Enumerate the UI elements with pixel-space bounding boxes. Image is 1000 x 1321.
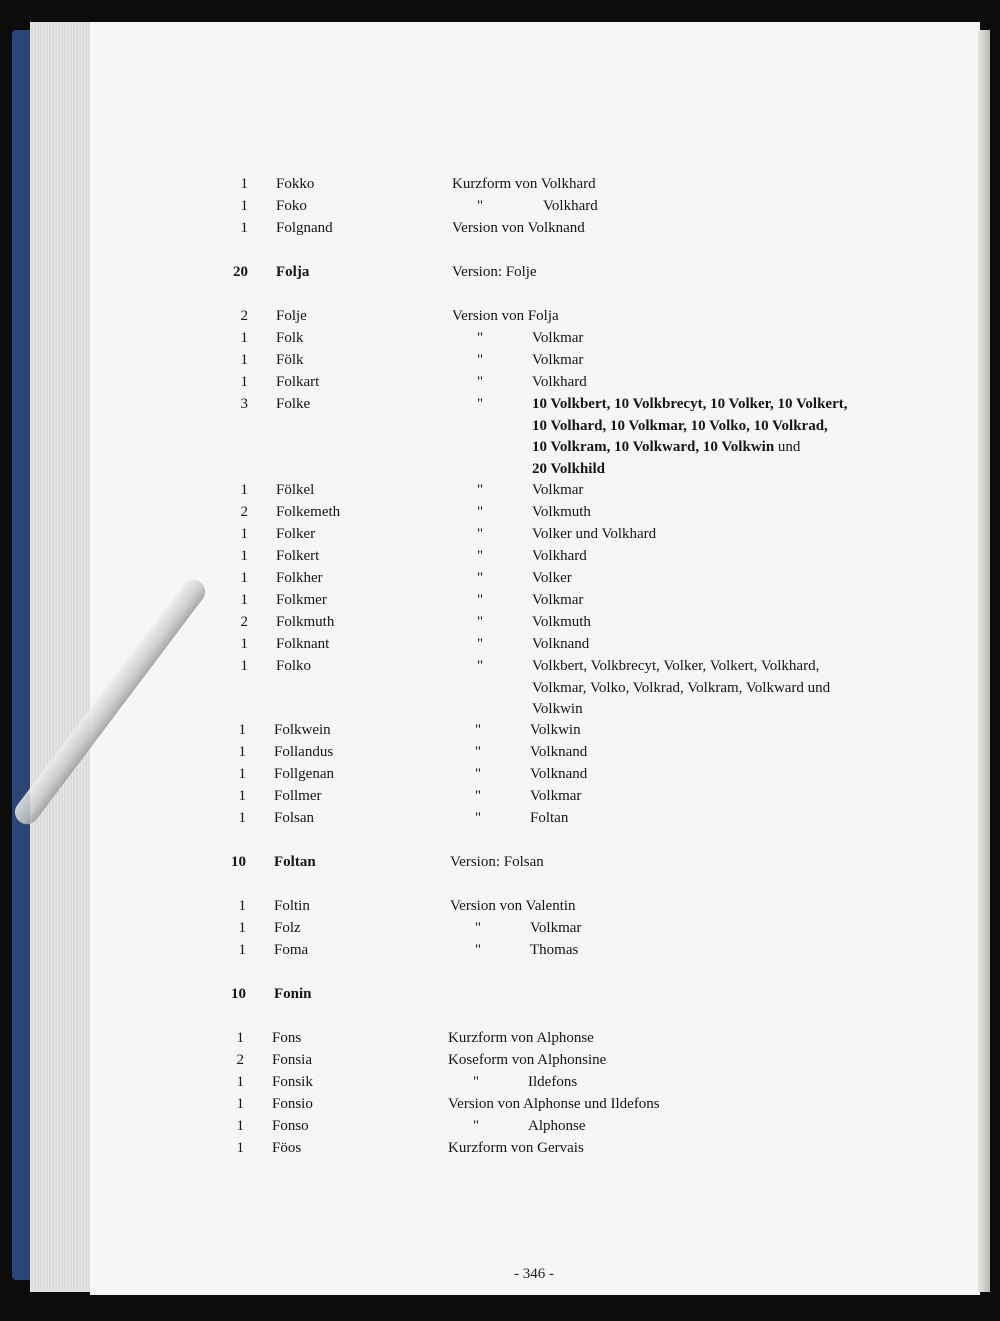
- entry-description: Koseform von Alphonsine: [448, 1052, 607, 1068]
- name-entry-row: [0, 327, 1000, 349]
- name-entry-row: [0, 1115, 1000, 1137]
- entry-description: Version von Valentin: [450, 898, 576, 914]
- entry-description: Kurzform von Volkhard: [452, 176, 596, 192]
- ditto-mark: ": [477, 636, 484, 652]
- entry-count: 10: [231, 854, 246, 870]
- name-entry-row: [0, 763, 1000, 785]
- ditto-mark: ": [477, 548, 484, 564]
- entry-description: Volker und Volkhard: [532, 526, 657, 542]
- entry-description: Version von Alphonse und Ildefons: [448, 1096, 660, 1112]
- entry-name: Folsan: [274, 810, 315, 826]
- entry-name: Folgnand: [276, 220, 333, 236]
- entry-name: Folko: [276, 658, 312, 674]
- ditto-mark: ": [475, 788, 482, 804]
- entry-description-line: 10 Volkram, 10 Volkward, 10 Volkwin und: [532, 439, 801, 455]
- entry-count: 2: [240, 614, 248, 630]
- entry-description: Volkmar: [530, 920, 582, 936]
- name-entry-row: [0, 479, 1000, 501]
- entry-count: 1: [240, 482, 248, 498]
- entry-description: Kurzform von Gervais: [448, 1140, 584, 1156]
- entry-count: 1: [238, 788, 246, 804]
- entry-count: 3: [240, 396, 248, 412]
- entry-name: Follmer: [274, 788, 322, 804]
- entry-name: Fonsia: [272, 1052, 313, 1068]
- ditto-mark: ": [477, 352, 484, 368]
- entry-name: Folke: [276, 396, 311, 412]
- ditto-mark: ": [477, 658, 484, 674]
- entry-count: 1: [238, 942, 246, 958]
- entry-name: Folkmer: [276, 592, 327, 608]
- entry-description-line: Volkbert, Volkbrecyt, Volker, Volkert, Volkhard,: [532, 658, 820, 674]
- entry-count: 1: [240, 636, 248, 652]
- entry-description: Volkhard: [532, 548, 587, 564]
- entry-name: Fölkel: [276, 482, 315, 498]
- entry-count: 1: [240, 548, 248, 564]
- entry-description: Kurzform von Alphonse: [448, 1030, 594, 1046]
- entry-description-line: 20 Volkhild: [532, 460, 605, 477]
- entry-name: Fonsik: [272, 1074, 313, 1090]
- ditto-mark: ": [473, 1074, 480, 1090]
- ditto-mark: ": [477, 396, 484, 412]
- name-entry-row: [0, 719, 1000, 741]
- ditto-mark: ": [475, 942, 482, 958]
- entry-description: Version: Folsan: [450, 854, 544, 870]
- name-entry-row: [0, 939, 1000, 961]
- entry-description: Volkmar: [530, 788, 582, 804]
- entry-count: 20: [233, 264, 248, 280]
- entry-description-line: Volkmar, Volko, Volkrad, Volkram, Volkward und: [532, 679, 831, 696]
- entry-count: 1: [240, 658, 248, 674]
- name-entry-row: [0, 393, 1000, 477]
- entry-count: 1: [238, 920, 246, 936]
- entry-description: Volkmuth: [532, 614, 591, 630]
- entry-description: Version von Folja: [452, 308, 559, 324]
- ditto-mark: ": [477, 526, 484, 542]
- ditto-mark: ": [477, 198, 484, 214]
- name-entry-row: [0, 895, 1000, 917]
- entry-count: 1: [240, 526, 248, 542]
- entry-count: 1: [240, 374, 248, 390]
- entry-description: Volknand: [530, 744, 588, 760]
- entry-name: Foltin: [274, 898, 310, 914]
- name-entry-row: [0, 1071, 1000, 1093]
- name-entry-row: [0, 741, 1000, 763]
- entry-name: Folkert: [276, 548, 320, 564]
- entry-description: Foltan: [530, 810, 569, 826]
- ditto-mark: ": [475, 722, 482, 738]
- name-entry-row: [0, 217, 1000, 239]
- entry-description: Volknand: [532, 636, 590, 652]
- entry-description-line: 10 Volkbert, 10 Volkbrecyt, 10 Volker, 10 Volkert,: [532, 396, 848, 412]
- ditto-mark: ": [477, 592, 484, 608]
- entry-description: Volker: [532, 570, 572, 586]
- entry-count: 1: [240, 220, 248, 236]
- entry-description: Version von Volknand: [452, 220, 585, 236]
- name-entry-row: [0, 1137, 1000, 1159]
- entry-description-line: Volkwin: [532, 701, 583, 717]
- entry-name: Fons: [272, 1030, 302, 1046]
- entry-name: Folker: [276, 526, 316, 542]
- entry-description: Volkmar: [532, 330, 584, 346]
- name-entry-row: [0, 917, 1000, 939]
- name-entry-row: [0, 349, 1000, 371]
- entry-name: Follandus: [274, 744, 334, 760]
- entry-count: 1: [236, 1030, 244, 1046]
- entry-count: 1: [238, 810, 246, 826]
- entry-count: 2: [240, 504, 248, 520]
- name-entry-row: [0, 371, 1000, 393]
- name-entry-row: [0, 1027, 1000, 1049]
- name-entry-row: [0, 589, 1000, 611]
- entry-description: Alphonse: [528, 1118, 586, 1134]
- name-entry-row: [0, 807, 1000, 829]
- name-entry-row: [0, 983, 1000, 1005]
- entry-name: Foltan: [274, 854, 316, 870]
- entry-count: 2: [236, 1052, 244, 1068]
- entry-count: 1: [236, 1096, 244, 1112]
- entry-name: Folz: [274, 920, 301, 936]
- name-entry-row: [0, 173, 1000, 195]
- entry-description: Volkhard: [543, 198, 598, 214]
- entry-name: Folknant: [276, 636, 330, 652]
- name-entry-row: [0, 1093, 1000, 1115]
- entry-description: Volkhard: [532, 374, 587, 390]
- entry-count: 1: [238, 744, 246, 760]
- name-entry-row: [0, 261, 1000, 283]
- entry-count: 1: [240, 352, 248, 368]
- name-entry-row: [0, 851, 1000, 873]
- page-number: - 346 -: [514, 1266, 554, 1282]
- ditto-mark: ": [477, 330, 484, 346]
- name-entry-row: [0, 305, 1000, 327]
- ditto-mark: ": [473, 1118, 480, 1134]
- entry-name: Fonin: [274, 986, 312, 1002]
- entry-name: Foma: [274, 942, 309, 958]
- entry-count: 1: [240, 198, 248, 214]
- name-entry-row: [0, 1049, 1000, 1071]
- entry-name: Foko: [276, 198, 307, 214]
- entry-count: 1: [238, 898, 246, 914]
- entry-description: Version: Folje: [452, 264, 537, 280]
- ditto-mark: ": [477, 570, 484, 586]
- entry-description: Volkwin: [530, 722, 581, 738]
- entry-count: 10: [231, 986, 246, 1002]
- entry-count: 1: [236, 1074, 244, 1090]
- entry-name: Fokko: [276, 176, 315, 192]
- entry-name: Folkwein: [274, 722, 331, 738]
- ditto-mark: ": [475, 810, 482, 826]
- name-entry-row: [0, 501, 1000, 523]
- name-entry-row: [0, 567, 1000, 589]
- entry-description: Volknand: [530, 766, 588, 782]
- entry-count: 2: [240, 308, 248, 324]
- entry-description: Volkmar: [532, 482, 584, 498]
- entry-description: Volkmar: [532, 352, 584, 368]
- entry-description: Ildefons: [528, 1074, 578, 1090]
- entry-name: Fonsio: [272, 1096, 313, 1112]
- entry-count: 1: [238, 722, 246, 738]
- entry-name: Folkemeth: [276, 504, 341, 520]
- entry-count: 1: [238, 766, 246, 782]
- name-entry-row: [0, 545, 1000, 567]
- entry-name: Folkher: [276, 570, 323, 586]
- ditto-mark: ": [475, 766, 482, 782]
- entry-count: 1: [236, 1118, 244, 1134]
- name-entry-row: [0, 523, 1000, 545]
- entry-description-conjunction: und: [774, 439, 801, 455]
- entry-name: Folk: [276, 330, 304, 346]
- entry-name: Folkart: [276, 374, 320, 390]
- entry-count: 1: [240, 176, 248, 192]
- entry-name: Fonso: [272, 1118, 309, 1134]
- name-entry-row: [0, 785, 1000, 807]
- entry-description: Volkmuth: [532, 504, 591, 520]
- ditto-mark: ": [475, 744, 482, 760]
- entry-name: Folja: [276, 264, 310, 280]
- entry-description: Volkmar: [532, 592, 584, 608]
- ditto-mark: ": [477, 482, 484, 498]
- entry-name: Folje: [276, 308, 307, 324]
- name-entry-row: [0, 195, 1000, 217]
- ditto-mark: ": [477, 614, 484, 630]
- ditto-mark: ": [477, 504, 484, 520]
- entry-count: 1: [240, 570, 248, 586]
- entry-name: Föos: [272, 1140, 302, 1156]
- ditto-mark: ": [475, 920, 482, 936]
- entry-count: 1: [240, 592, 248, 608]
- ditto-mark: ": [477, 374, 484, 390]
- entry-count: 1: [240, 330, 248, 346]
- entry-name: Folkmuth: [276, 614, 335, 630]
- entry-count: 1: [236, 1140, 244, 1156]
- entry-name: Fölk: [276, 352, 304, 368]
- entry-description: Thomas: [530, 942, 579, 958]
- entry-name: Follgenan: [274, 766, 334, 782]
- entry-description-line: 10 Volhard, 10 Volkmar, 10 Volko, 10 Volkrad,: [532, 417, 828, 434]
